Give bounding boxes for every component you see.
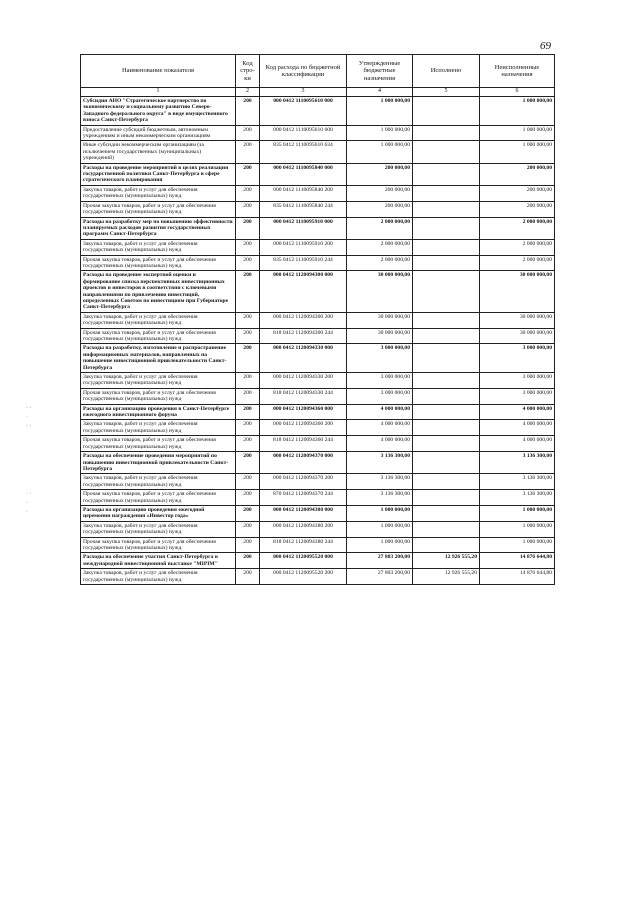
row-indicator-name: Расходы на обеспечение проведения мероприятий по повышению инвестиционной привлекательности Санкт-Петербурга	[81, 452, 236, 474]
row-indicator-name: Закупка товаров, работ и услуг для обеспечения государственных (муниципальных) нужд	[81, 474, 236, 490]
row-executed-amount	[413, 312, 480, 328]
row-indicator-name: Прочая закупка товаров, работ и услуг для обеспечения государственных (муниципальных) нужд	[81, 436, 236, 452]
row-approved-amount: 30 000 000,00	[347, 312, 413, 328]
column-number: 1	[81, 88, 236, 97]
row-approved-amount: 1 000 000,00	[347, 521, 413, 537]
row-unexecuted-amount: 1 000 000,00	[480, 125, 555, 141]
row-indicator-name: Прочая закупка товаров, работ и услуг для обеспечения государственных (муниципальных) нужд	[81, 490, 236, 506]
row-unexecuted-amount: 4 000 000,00	[480, 404, 555, 420]
header-line-code: Код стро-ки	[236, 55, 260, 88]
row-expense-code: 000 0412 1110095840 000	[260, 163, 347, 185]
row-executed-amount	[413, 239, 480, 255]
row-line-code: 200	[236, 474, 260, 490]
row-executed-amount	[413, 521, 480, 537]
row-executed-amount	[413, 201, 480, 217]
row-indicator-name: Расходы на проведение мероприятий в целях реализации государственной политики Санкт-Петербурга в сфере стратегического планирования	[81, 163, 236, 185]
row-expense-code: 000 0412 1110095610 600	[260, 125, 347, 141]
row-executed-amount	[413, 163, 480, 185]
budget-table	[80, 54, 555, 585]
row-unexecuted-amount: 30 000 000,00	[480, 328, 555, 344]
row-expense-code: 000 0412 1120094380 200	[260, 521, 347, 537]
row-indicator-name: Закупка товаров, работ и услуг для обеспечения государственных (муниципальных) нужд	[81, 373, 236, 389]
table-row	[81, 97, 555, 126]
row-line-code: 200	[236, 537, 260, 553]
row-indicator-name: Прочая закупка товаров, работ и услуг для обеспечения государственных (муниципальных) нужд	[81, 388, 236, 404]
row-executed-amount	[413, 255, 480, 271]
row-expense-code: 000 0412 1120094360 200	[260, 420, 347, 436]
row-expense-code: 000 0412 1120094370 000	[260, 452, 347, 474]
row-unexecuted-amount: 200 000,00	[480, 201, 555, 217]
row-approved-amount: 3 136 300,00	[347, 490, 413, 506]
row-line-code: 200	[236, 344, 260, 373]
row-executed-amount	[413, 328, 480, 344]
row-indicator-name: Закупка товаров, работ и услуг для обеспечения государственных (муниципальных) нужд	[81, 420, 236, 436]
row-approved-amount: 1 000 000,00	[347, 125, 413, 141]
row-unexecuted-amount: 14 876 644,80	[480, 553, 555, 569]
row-indicator-name: Расходы на разработку, изготовление и распространение информационных материалов, направленных на повышение инвестиционной привлекательности Санкт-Петербурга	[81, 344, 236, 373]
table-row	[81, 373, 555, 389]
row-line-code: 200	[236, 271, 260, 312]
row-indicator-name: Расходы на организацию проведения ежегодной церемонии награждения «Инвестор года»	[81, 505, 236, 521]
row-approved-amount: 200 000,00	[347, 201, 413, 217]
row-executed-amount	[413, 452, 480, 474]
header-indicator-name: Наименование показателя	[81, 55, 236, 88]
row-approved-amount: 3 000 000,00	[347, 344, 413, 373]
row-indicator-name: Закупка товаров, работ и услуг для обеспечения государственных (муниципальных) нужд	[81, 185, 236, 201]
table-row	[81, 569, 555, 585]
row-line-code: 200	[236, 569, 260, 585]
row-indicator-name: Предоставление субсидий бюджетным, автономным учреждениям и иным некоммерческим организациям	[81, 125, 236, 141]
row-line-code: 200	[236, 553, 260, 569]
row-executed-amount: 12 926 555,20	[413, 553, 480, 569]
header-unexecuted: Неисполненные назначения	[480, 55, 555, 88]
row-indicator-name: Субсидия АНО "Стратегическое партнерство по экономическому и социальному развитию Северо-Западного федерального округа" в виде имущественного взноса Санкт-Петербурга	[81, 97, 236, 126]
row-executed-amount	[413, 490, 480, 506]
row-expense-code: 000 0412 1120094300 000	[260, 271, 347, 312]
row-executed-amount	[413, 217, 480, 239]
row-line-code: 200	[236, 255, 260, 271]
row-approved-amount: 3 000 000,00	[347, 373, 413, 389]
row-unexecuted-amount: 200 000,00	[480, 163, 555, 185]
row-approved-amount: 3 000 000,00	[347, 388, 413, 404]
row-expense-code: 000 0412 1120094370 200	[260, 474, 347, 490]
table-body	[81, 97, 555, 585]
row-expense-code: 000 0412 1110095610 000	[260, 97, 347, 126]
row-executed-amount	[413, 420, 480, 436]
row-expense-code: 000 0412 1120094300 200	[260, 312, 347, 328]
row-approved-amount: 2 000 000,00	[347, 217, 413, 239]
row-approved-amount: 1 000 000,00	[347, 97, 413, 126]
row-expense-code: 818 0412 1120094330 244	[260, 388, 347, 404]
table-row	[81, 217, 555, 239]
row-unexecuted-amount: 30 000 000,00	[480, 312, 555, 328]
table-row	[81, 255, 555, 271]
row-unexecuted-amount: 30 000 000,00	[480, 271, 555, 312]
header-row	[81, 55, 555, 88]
table-row	[81, 141, 555, 163]
row-line-code: 200	[236, 201, 260, 217]
row-line-code: 200	[236, 404, 260, 420]
margin-scan-marks-2: · · · ·	[26, 491, 32, 515]
row-unexecuted-amount: 3 000 000,00	[480, 373, 555, 389]
row-line-code: 200	[236, 452, 260, 474]
row-approved-amount: 3 136 300,00	[347, 474, 413, 490]
column-number: 3	[260, 88, 347, 97]
row-expense-code: 818 0412 1120094360 244	[260, 436, 347, 452]
row-approved-amount: 4 000 000,00	[347, 404, 413, 420]
row-approved-amount: 4 000 000,00	[347, 420, 413, 436]
row-indicator-name: Закупка товаров, работ и услуг для обеспечения государственных (муниципальных) нужд	[81, 239, 236, 255]
table-row	[81, 312, 555, 328]
row-unexecuted-amount: 4 000 000,00	[480, 436, 555, 452]
table-row	[81, 125, 555, 141]
row-executed-amount	[413, 141, 480, 163]
row-expense-code: 818 0412 1120094380 244	[260, 537, 347, 553]
row-unexecuted-amount: 3 000 000,00	[480, 344, 555, 373]
row-approved-amount: 27 803 200,00	[347, 553, 413, 569]
header-approved: Утвержденные бюджетные назначения	[347, 55, 413, 88]
row-expense-code: 000 0412 1120094380 000	[260, 505, 347, 521]
row-indicator-name: Закупка товаров, работ и услуг для обеспечения государственных (муниципальных) нужд	[81, 312, 236, 328]
row-executed-amount: 12 926 555,20	[413, 569, 480, 585]
row-approved-amount: 4 000 000,00	[347, 436, 413, 452]
table-row	[81, 201, 555, 217]
row-unexecuted-amount: 3 136 300,00	[480, 474, 555, 490]
row-indicator-name: Прочая закупка товаров, работ и услуг для обеспечения государственных (муниципальных) нужд	[81, 328, 236, 344]
table-row	[81, 388, 555, 404]
row-approved-amount: 1 000 000,00	[347, 537, 413, 553]
row-line-code: 200	[236, 217, 260, 239]
row-approved-amount: 2 000 000,00	[347, 239, 413, 255]
row-unexecuted-amount: 1 000 000,00	[480, 141, 555, 163]
table-row	[81, 505, 555, 521]
row-line-code: 200	[236, 125, 260, 141]
row-executed-amount	[413, 125, 480, 141]
row-expense-code: 000 0412 1120095520 200	[260, 569, 347, 585]
row-indicator-name: Прочая закупка товаров, работ и услуг для обеспечения государственных (муниципальных) нужд	[81, 201, 236, 217]
header-executed: Исполнено	[413, 55, 480, 88]
column-number: 4	[347, 88, 413, 97]
row-indicator-name: Иные субсидии некоммерческим организациям (за исключением государственных (муниципальных) учреждений)	[81, 141, 236, 163]
table-row	[81, 163, 555, 185]
row-expense-code: 000 0412 1110095840 200	[260, 185, 347, 201]
row-expense-code: 000 0412 1120094330 200	[260, 373, 347, 389]
row-line-code: 200	[236, 436, 260, 452]
row-unexecuted-amount: 2 000 000,00	[480, 217, 555, 239]
row-unexecuted-amount: 3 136 300,00	[480, 452, 555, 474]
row-approved-amount: 1 000 000,00	[347, 505, 413, 521]
row-approved-amount: 200 000,00	[347, 185, 413, 201]
row-executed-amount	[413, 271, 480, 312]
row-expense-code: 000 0412 1120094360 000	[260, 404, 347, 420]
row-executed-amount	[413, 537, 480, 553]
row-line-code: 200	[236, 312, 260, 328]
row-line-code: 200	[236, 521, 260, 537]
row-executed-amount	[413, 404, 480, 420]
table-row	[81, 474, 555, 490]
row-unexecuted-amount: 3 000 000,00	[480, 388, 555, 404]
row-approved-amount: 30 000 000,00	[347, 271, 413, 312]
row-expense-code: 000 0412 1120095520 000	[260, 553, 347, 569]
row-line-code: 200	[236, 185, 260, 201]
row-approved-amount: 27 803 200,00	[347, 569, 413, 585]
row-expense-code: 000 0412 1110095910 000	[260, 217, 347, 239]
table-row	[81, 537, 555, 553]
row-line-code: 200	[236, 328, 260, 344]
page-number: 69	[540, 40, 551, 52]
row-approved-amount: 1 000 000,00	[347, 141, 413, 163]
row-line-code: 200	[236, 505, 260, 521]
column-number: 6	[480, 88, 555, 97]
column-number: 5	[413, 88, 480, 97]
header-expense-code: Код расхода по бюджетной классификации	[260, 55, 347, 88]
row-approved-amount: 2 000 000,00	[347, 255, 413, 271]
row-expense-code: 835 0412 1110095840 244	[260, 201, 347, 217]
row-executed-amount	[413, 474, 480, 490]
row-expense-code: 000 0412 1120094330 000	[260, 344, 347, 373]
table-row	[81, 452, 555, 474]
column-number: 2	[236, 88, 260, 97]
row-unexecuted-amount: 2 000 000,00	[480, 255, 555, 271]
table-row	[81, 185, 555, 201]
row-unexecuted-amount: 14 876 644,80	[480, 569, 555, 585]
row-expense-code: 000 0412 1110095910 200	[260, 239, 347, 255]
row-indicator-name: Закупка товаров, работ и услуг для обеспечения государственных (муниципальных) нужд	[81, 569, 236, 585]
table-row	[81, 521, 555, 537]
row-line-code: 200	[236, 373, 260, 389]
row-indicator-name: Закупка товаров, работ и услуг для обеспечения государственных (муниципальных) нужд	[81, 521, 236, 537]
row-line-code: 200	[236, 490, 260, 506]
row-line-code: 200	[236, 97, 260, 126]
row-line-code: 200	[236, 388, 260, 404]
table-row	[81, 239, 555, 255]
row-unexecuted-amount: 1 000 000,00	[480, 521, 555, 537]
row-executed-amount	[413, 97, 480, 126]
row-indicator-name: Расходы на разработку мер по повышению эффективности планируемых расходов развития государственных программ Санкт-Петербурга	[81, 217, 236, 239]
table-row	[81, 490, 555, 506]
row-unexecuted-amount: 1 000 000,00	[480, 97, 555, 126]
row-executed-amount	[413, 373, 480, 389]
table-row	[81, 436, 555, 452]
table-row	[81, 328, 555, 344]
row-executed-amount	[413, 185, 480, 201]
margin-scan-marks: · · · · ·	[26, 405, 32, 429]
row-indicator-name: Расходы на проведение экспертной оценки и формирование списка перспективных инвестиционных проектов и инвесторов в соответствии с ключевыми направлениями по привлечению инвестиций, определенных Советом по инвестициям при Губернаторе Санкт-Петербурга	[81, 271, 236, 312]
row-indicator-name: Расходы на обеспечение участия Санкт-Петербурга в международной инвестиционной выставке "MIPIM"	[81, 553, 236, 569]
row-indicator-name: Прочая закупка товаров, работ и услуг для обеспечения государственных (муниципальных) нужд	[81, 537, 236, 553]
row-expense-code: 818 0412 1120094300 244	[260, 328, 347, 344]
row-unexecuted-amount: 4 000 000,00	[480, 420, 555, 436]
row-executed-amount	[413, 344, 480, 373]
row-executed-amount	[413, 505, 480, 521]
row-executed-amount	[413, 436, 480, 452]
row-unexecuted-amount: 2 000 000,00	[480, 239, 555, 255]
row-unexecuted-amount: 1 000 000,00	[480, 505, 555, 521]
row-approved-amount: 3 136 300,00	[347, 452, 413, 474]
row-expense-code: 835 0412 1110095910 244	[260, 255, 347, 271]
table-row	[81, 344, 555, 373]
row-indicator-name: Прочая закупка товаров, работ и услуг для обеспечения государственных (муниципальных) нужд	[81, 255, 236, 271]
row-expense-code: 835 0412 1110095610 634	[260, 141, 347, 163]
row-indicator-name: Расходы на организацию проведения в Санкт-Петербурге ежегодного инвестиционного форума	[81, 404, 236, 420]
row-expense-code: 870 0412 1120094370 244	[260, 490, 347, 506]
column-number-row	[81, 88, 555, 97]
row-line-code: 200	[236, 239, 260, 255]
table-row	[81, 271, 555, 312]
row-unexecuted-amount: 1 000 000,00	[480, 537, 555, 553]
row-approved-amount: 30 000 000,00	[347, 328, 413, 344]
table-row	[81, 553, 555, 569]
row-executed-amount	[413, 388, 480, 404]
row-unexecuted-amount: 200 000,00	[480, 185, 555, 201]
row-approved-amount: 200 000,00	[347, 163, 413, 185]
row-line-code: 200	[236, 163, 260, 185]
table-row	[81, 420, 555, 436]
row-line-code: 200	[236, 420, 260, 436]
row-unexecuted-amount: 3 136 300,00	[480, 490, 555, 506]
row-line-code: 200	[236, 141, 260, 163]
table-row	[81, 404, 555, 420]
